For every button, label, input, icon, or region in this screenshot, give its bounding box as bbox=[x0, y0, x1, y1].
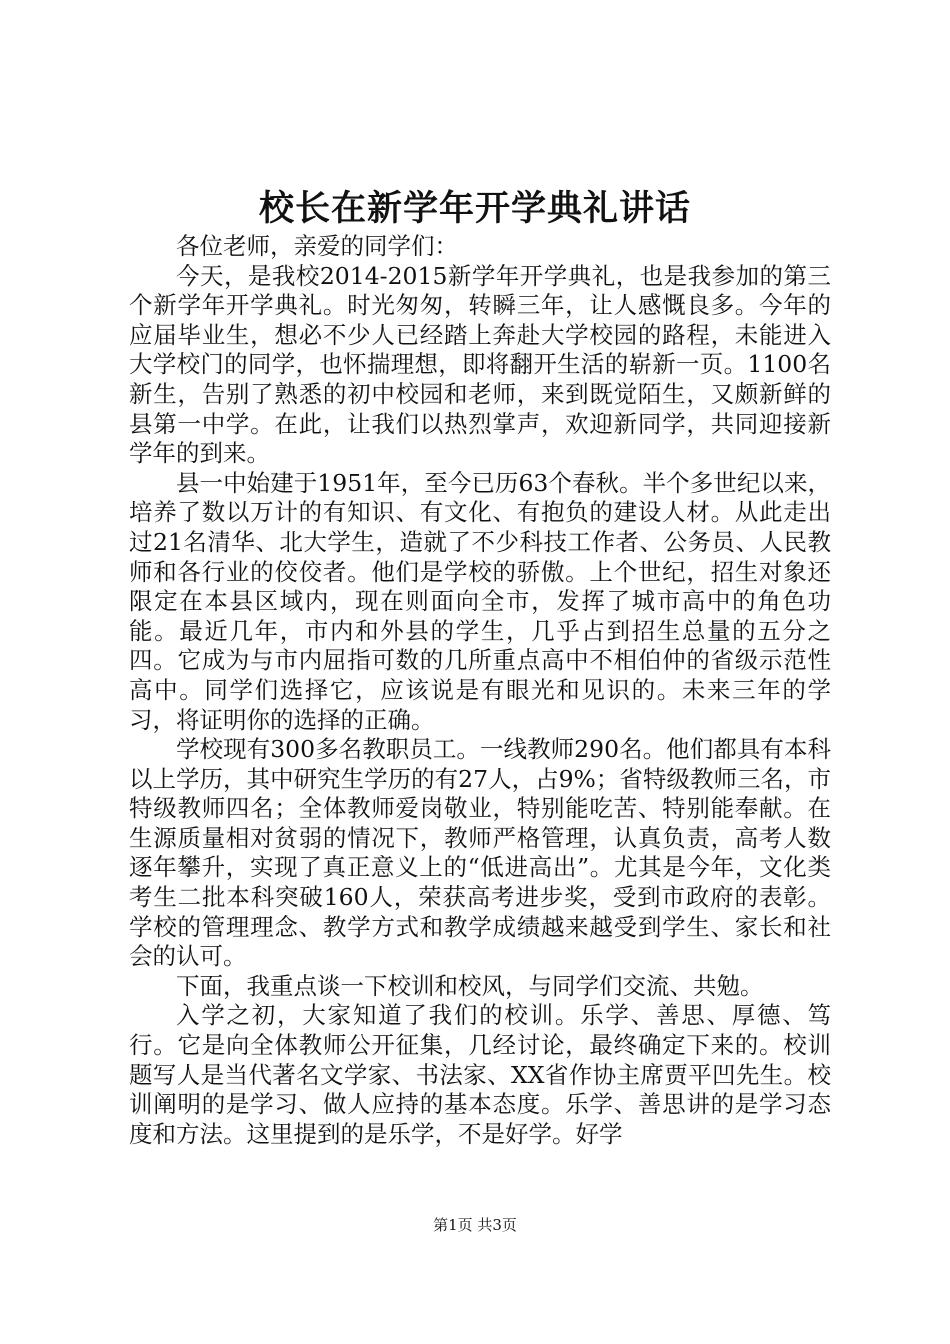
body-paragraph: 今天，是我校2014-2015新学年开学典礼，也是我参加的第三个新学年开学典礼。时光匆匆，转瞬三年，让人感慨良多。今年的应届毕业生，想必不少人已经踏上奔赴大学校园的路程，未能进入大学校门的同学，也怀揣理想，即将翻开生活的崭新一页。1100名新生，告别了熟悉的初中校园和老师，来到既觉陌生，又颇新鲜的县第一中学。在此，让我们以热烈掌声，欢迎新同学，共同迎接新学年的到来。 bbox=[129, 261, 831, 468]
document-title: 校长在新学年开学典礼讲话 bbox=[258, 188, 691, 229]
page-number-footer: 第1页 共3页 bbox=[433, 1216, 517, 1234]
salutation-paragraph: 各位老师，亲爱的同学们： bbox=[176, 232, 458, 260]
body-paragraph: 学校现有300多名教职员工。一线教师290名。他们都具有本科以上学历，其中研究生学历的有27人，占9%；省特级教师三名，市特级教师四名；全体教师爱岗敬业，特别能吃苦、特别能奉献。在生源质量相对贫弱的情况下，教师严格管理，认真负责，高考人数逐年攀升，实现了真正意义上的“低进高出”。尤其是今年，文化类考生二批本科突破160人，荣获高考进步奖，受到市政府的表彰。学校的管理理念、教学方式和教学成绩越来越受到学生、家长和社会的认可。 bbox=[129, 735, 831, 971]
body-paragraph: 入学之初，大家知道了我们的校训。乐学、善思、厚德、笃行。它是向全体教师公开征集，几经讨论，最终确定下来的。校训题写人是当代著名文学家、书法家、XX省作协主席贾平凹先生。校训阐明的是学习、做人应持的基本态度。乐学、善思讲的是学习态度和方法。这里提到的是乐学，不是好学。好学 bbox=[129, 1001, 831, 1148]
body-paragraph: 下面，我重点谈一下校训和校风，与同学们交流、共勉。 bbox=[176, 971, 764, 1000]
body-paragraph: 县一中始建于1951年，至今已历63个春秋。半个多世纪以来，培养了数以万计的有知识、有文化、有抱负的建设人材。从此走出过21名清华、北大学生，造就了不少科技工作者、公务员、人民教师和各行业的佼佼者。他们是学校的骄傲。上个世纪，招生对象还限定在本县区域内，现在则面向全市，发挥了城市高中的角色功能。最近几年，市内和外县的学生，几乎占到招生总量的五分之四。它成为与市内屈指可数的几所重点高中不相伯仲的省级示范性高中。同学们选择它，应该说是有眼光和见识的。未来三年的学习，将证明你的选择的正确。 bbox=[129, 468, 831, 734]
document-body bbox=[129, 232, 831, 1149]
